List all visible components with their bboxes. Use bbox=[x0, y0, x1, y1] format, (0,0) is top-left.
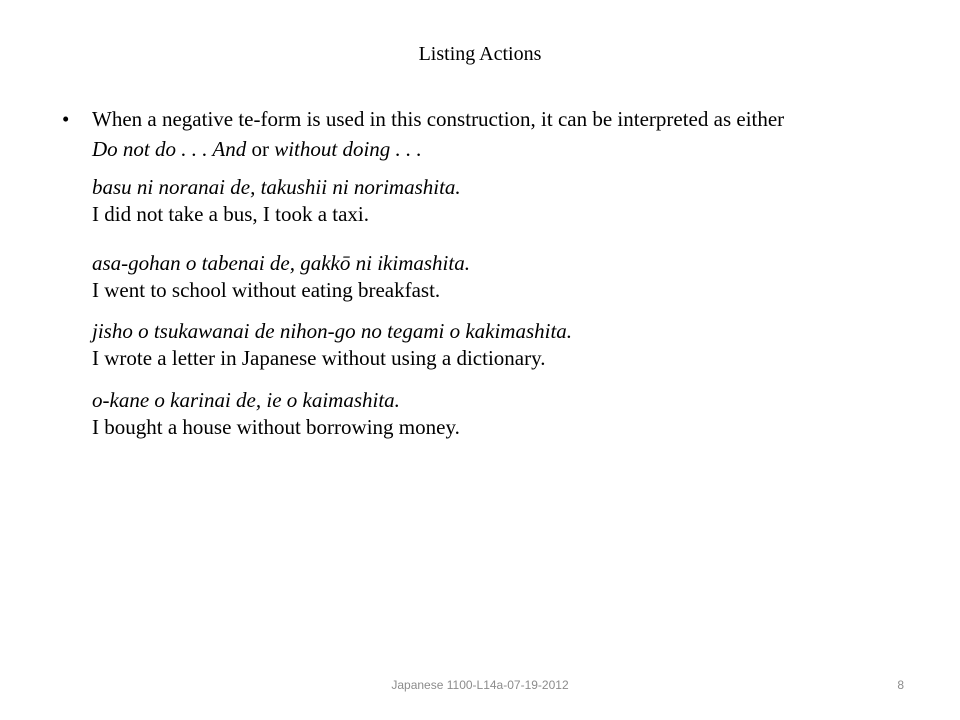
example-sentence bbox=[92, 174, 912, 228]
bullet-line-1: When a negative te-form is used in this construction, it can be interpreted as either bbox=[92, 107, 785, 131]
footer-text: Japanese 1100-L14a-07-19-2012 bbox=[391, 678, 569, 692]
bullet-phrase-without-doing: without doing . . . bbox=[274, 137, 422, 161]
example-sentence bbox=[92, 387, 912, 441]
bullet-text bbox=[92, 104, 922, 164]
example-english: I bought a house without borrowing money. bbox=[92, 415, 460, 439]
example-japanese: asa-gohan o tabenai de, gakkō ni ikimashita. bbox=[92, 251, 470, 275]
example-japanese: jisho o tsukawanai de nihon-go no tegami o kakimashita. bbox=[92, 319, 573, 343]
slide-title: Listing Actions bbox=[418, 43, 542, 65]
example-japanese: o-kane o karinai de, ie o kaimashita. bbox=[92, 388, 400, 412]
bullet-phrase-do-not-do: Do not do . . . And bbox=[92, 137, 247, 161]
example-sentence bbox=[92, 318, 912, 372]
example-japanese: basu ni noranai de, takushii ni norimashita. bbox=[92, 175, 461, 199]
example-english: I did not take a bus, I took a taxi. bbox=[92, 202, 370, 226]
example-english: I went to school without eating breakfast. bbox=[92, 278, 441, 302]
example-sentence bbox=[92, 250, 912, 304]
page-number: 8 bbox=[897, 678, 904, 692]
bullet-connector-or: or bbox=[246, 137, 275, 161]
bullet-marker: • bbox=[62, 107, 70, 131]
example-english: I wrote a letter in Japanese without using a dictionary. bbox=[92, 346, 546, 370]
